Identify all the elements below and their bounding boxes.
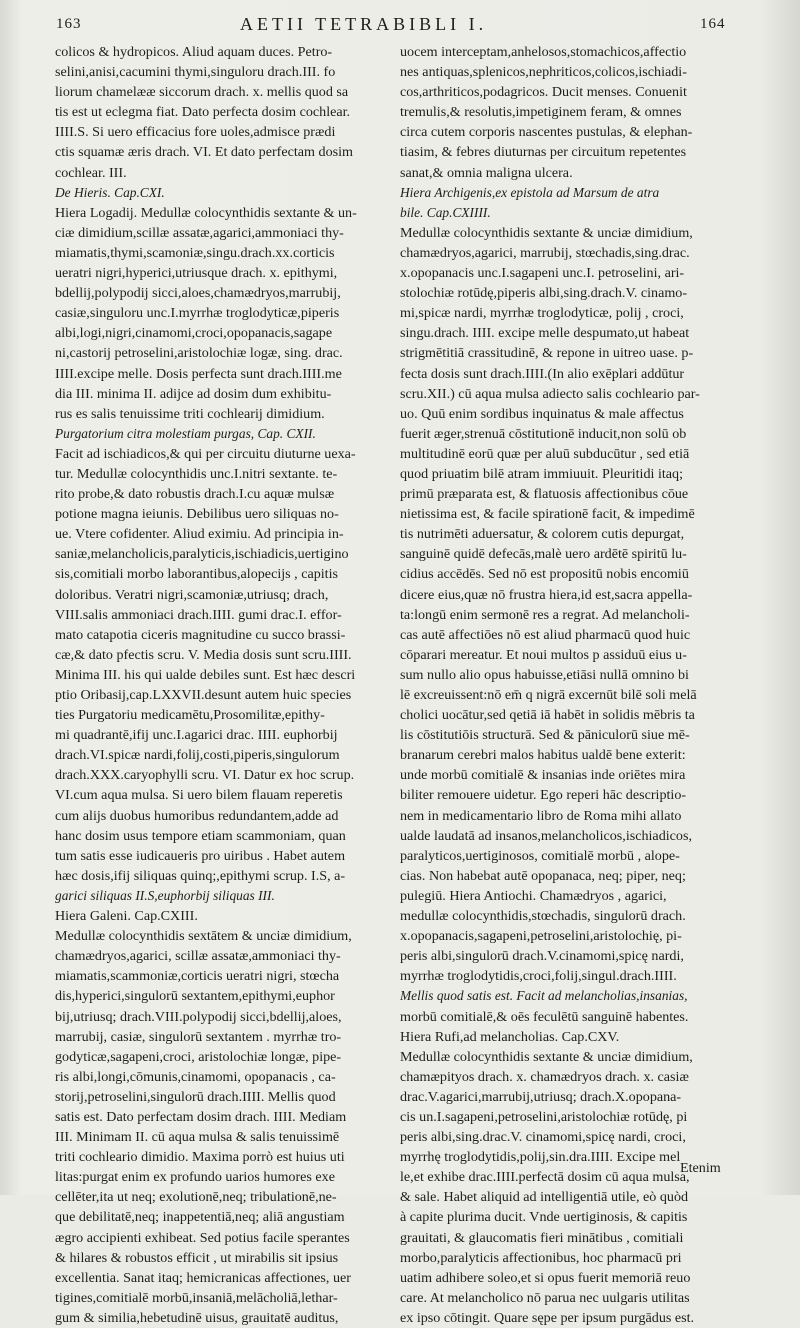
text-line: triti cochleario dimidio. Maxima porrò est huius uti xyxy=(55,1149,345,1166)
text-line: x.opopanacis unc.I.sagapeni unc.I. petroselini, ari- xyxy=(400,265,685,282)
text-line: litas:purgat enim ex profundo uarios humores exe xyxy=(55,1169,335,1186)
text-line: Facit ad ischiadicos,& qui per circuitu diuturne uexa- xyxy=(55,445,356,462)
text-line: mi quadrantē,ifij unc.I.agarici drac. IIII. euphorbij xyxy=(55,727,338,744)
text-line: drac.V.agarici,marrubij,utriusq; drach.X.opopana- xyxy=(400,1088,682,1105)
text-line: potione magna ieiunis. Debilibus uero siliquas no- xyxy=(55,506,339,523)
section-heading: Hiera Archigenis,ex epistola ad Marsum de atra xyxy=(400,184,660,200)
text-line: le,et exhibe drac.IIII.perfectā dosim cū aqua mulsa, xyxy=(400,1169,690,1186)
text-line: selini,anisi,cacumini thymi,singuloru drach.III. fo xyxy=(55,64,336,81)
right-text-column xyxy=(400,42,734,1328)
text-line: dis,hyperici,singulorū sextantem,epithymi,euphor xyxy=(55,988,335,1005)
text-line: uocem interceptam,anhelosos,stomachicos,affectio xyxy=(400,44,687,60)
section-heading: De Hieris. Cap.CXI. xyxy=(55,184,165,200)
text-line: chamædryos,agarici, marrubij, stœchadis,sing.drac. xyxy=(400,244,690,261)
text-line: cas autē affectiōes nō est aliud pharmacū quod huic xyxy=(400,626,691,643)
text-line: marrubij, casiæ, singulorū sextantem . myrrhæ tro- xyxy=(55,1028,342,1045)
text-line: liorum chamelææ siccorum drach. x. mellis quod sa xyxy=(55,84,349,101)
text-line: ties Purgatoriu medicamētu,Prosomilitæ,epithy- xyxy=(55,707,325,724)
text-line: fuerit æger,strenuā cōstitutionē inducit,non solū ob xyxy=(400,425,687,442)
text-line: VI.cum aqua mulsa. Si uero bilem flauam reperetis xyxy=(55,787,343,804)
text-line: drach.XXX.caryophylli scru. VI. Datur ex hoc scrup. xyxy=(55,767,355,784)
text-line: tremulis,& resolutis,impetiginem feram, & omnes xyxy=(400,104,682,121)
text-line: ctis squamæ æris drach. VI. Et dato perfectam dosim xyxy=(55,144,353,161)
text-line: que debilitatē,neq; inappetentiā,neq; aliā angustiam xyxy=(55,1209,345,1226)
text-line: unde morbū comitialē & insanias inde oriētes mira xyxy=(400,767,686,784)
text-line: care. At melancholico nō parua nec uulgaris utilitas xyxy=(400,1289,690,1306)
text-line: biliter remouere uidetur. Ego reperi hāc descriptio- xyxy=(400,787,687,804)
page-header xyxy=(0,14,800,40)
text-line: nietissima est, & facile spirationē facit, & impedimē xyxy=(400,506,695,523)
text-line: multitudinē eorū quæ per aluū subducūtur , sed etiā xyxy=(400,445,690,462)
text-line: ni,castorij petroselini,aristolochiæ logæ, sing. drac. xyxy=(55,345,343,362)
text-line: ciæ dimidium,scillæ assatæ,agarici,ammoniaci thy- xyxy=(55,224,344,241)
text-line: sum nullo alio opus habuisse,etiāsi nullā omnino bi xyxy=(400,666,689,683)
text-line: primū præparata est, & flatuosis affectionibus cōue xyxy=(400,486,689,503)
text-line: colicos & hydropicos. Aliud aquam duces. Petro- xyxy=(55,44,333,60)
text-line: Hiera Logadij. Medullæ colocynthidis sextante & un- xyxy=(55,204,357,221)
section-heading: garici siliquas II.S,euphorbij siliquas III. xyxy=(55,887,275,903)
text-line: excellentia. Sanat itaq; hemicranicas affectiones, uer xyxy=(55,1269,351,1286)
text-line: singu.drach. IIII. excipe melle despumato,ut habeat xyxy=(400,325,690,342)
text-line: cos,arthriticos,podagricos. Ducit menses. Conuenit xyxy=(400,84,687,101)
text-line: sanguinē quidē defecās,malè uero ardētē spiritū lu- xyxy=(400,546,687,563)
text-line: drach.VI.spicæ nardi,folij,costi,piperis,singulorum xyxy=(55,747,340,764)
text-line: myrrhę troglodytidis,polij,sin.dra.IIII. Excipe mel xyxy=(400,1149,681,1166)
text-line: medullæ colocynthidis,stœchadis, singulorū drach. xyxy=(400,908,686,925)
text-line: cholici uocātur,sed qetiā iā habēt in solidis mēbris ta xyxy=(400,707,695,724)
text-line: morbo,paralyticis affectionibus, hoc pharmacū pri xyxy=(400,1249,682,1266)
text-line: tur. Medullæ colocynthidis unc.I.nitri sextante. te- xyxy=(55,465,338,482)
text-line: strigmētitiā crassitudinē, & repone in uitreo uase. p- xyxy=(400,345,694,362)
text-line: mato catapotia ciceris magnitudine cu succo brassi- xyxy=(55,626,346,643)
left-page-number: 163 xyxy=(56,16,82,32)
text-line: Medullæ colocynthidis sextante & unciæ dimidium, xyxy=(400,1048,693,1065)
text-line: casiæ,singuloru unc.I.myrrhæ troglodyticæ,piperis xyxy=(55,305,340,322)
right-page-number: 164 xyxy=(700,16,726,32)
section-heading: Purgatorium citra molestiam purgas, Cap. CXII. xyxy=(55,425,316,441)
text-line: ex ipso cōtingit. Quare sępe per ipsum purgādus est. xyxy=(400,1309,695,1326)
text-line: nes antiquas,splenicos,nephriticos,colicos,ischiadi- xyxy=(400,64,687,81)
text-line: cellēter,ita ut neq; exolutionē,neq; tribulationē,ne- xyxy=(55,1189,337,1206)
text-line: dia III. minima II. adijce ad dosim dum exhibitu- xyxy=(55,385,332,402)
section-heading: Mellis quod satis est. Facit ad melancholias,insanias, xyxy=(400,988,688,1004)
text-line: cōparari mereatur. Et noui multos p assiduū eius u- xyxy=(400,646,687,663)
text-line: IIII.S. Si uero efficacius fore uoles,admisce prædi xyxy=(55,124,336,141)
text-line: rus es salis tenuissime triti cochlearij dimidium. xyxy=(55,405,325,422)
text-line: morbū comitialē,& oēs feculētū sanguinē habentes. xyxy=(400,1008,689,1025)
text-line: hæc dosis,ifij siliquas quinq;,epithymi scrup. I.S, a- xyxy=(55,867,346,884)
text-line: grauitati, & glaucomatis fieri minātibus , comitiali xyxy=(400,1229,684,1246)
text-line: & sale. Habet aliquid ad intelligentiā utile, eò quòd xyxy=(400,1189,689,1206)
text-line: sanat,& omnia maligna ulcera. xyxy=(400,164,573,181)
text-line: cis un.I.sagapeni,petroselini,aristolochiæ rotūdę, pi xyxy=(400,1108,688,1125)
text-line: storij,petroselini,singulorū drach.IIII. Mellis quod xyxy=(55,1088,336,1105)
text-line: & hilares & robustos efficit , ut mirabilis sit ipsius xyxy=(55,1249,339,1266)
text-line: ue. Vtere cofidenter. Aliud eximiu. Ad principia in- xyxy=(55,526,344,543)
text-line: Medullæ colocynthidis sextante & unciæ dimidium, xyxy=(400,224,693,241)
text-line: rito probe,& dato robustis drach.I.cu aquæ mulsæ xyxy=(55,486,335,503)
text-line: cochlear. III. xyxy=(55,164,127,181)
text-line: ueratri nigri,hyperici,utriusque drach. x. epithymi, xyxy=(55,265,338,282)
text-line: à capite plurima ducit. Vnde uertiginosis, & capitis xyxy=(400,1209,688,1226)
text-line: gum & similia,hebetudinē uisus, grauitatē auditus, xyxy=(55,1309,339,1326)
section-heading: bile. Cap.CXIIII. xyxy=(400,204,491,220)
running-title: AETII TETRABIBLI I. xyxy=(240,14,488,34)
text-line: satis est. Dato perfectam dosim drach. IIII. Mediam xyxy=(55,1108,347,1125)
text-line: fecta dosis sunt drach.IIII.(In alio exēplari addūtur xyxy=(400,365,685,382)
text-line: III. Minimam II. cū aqua mulsa & salis tenuissimē xyxy=(55,1129,340,1146)
text-line: doloribus. Veratri nigri,scamoniæ,utriusq; drach, xyxy=(55,586,329,603)
text-line: ris albi,longi,cōmunis,cinamomi, opopanacis , ca- xyxy=(55,1068,336,1085)
text-line: miamatis,thymi,scamoniæ,singu.drach.xx.corticis xyxy=(55,244,335,261)
text-line: godyticæ,sagapeni,croci, aristolochiæ longæ, pipe- xyxy=(55,1048,342,1065)
left-text-column xyxy=(55,42,373,1328)
text-line: ualde laudatā ad insanos,melancholicos,ischiadicos, xyxy=(400,827,692,844)
text-line: cidius accēdēs. Sed nō est propositū nobis encomiū xyxy=(400,566,689,583)
text-line: IIII.excipe melle. Dosis perfecta sunt drach.IIII.me xyxy=(55,365,342,382)
text-line: cæ,& dato pfectis scru. V. Media dosis sunt scru.IIII. xyxy=(55,646,352,663)
text-line: quod priuatim bilē atram immiuuit. Pleuritidi itaq; xyxy=(400,465,684,482)
text-line: pulegiū. Hiera Antiochi. Chamædryos , agarici, xyxy=(400,887,667,904)
text-line: ægro accipienti exhibeat. Sed potius facile sperantes xyxy=(55,1229,350,1246)
text-line: ta:longū enim sermonē res a regrat. Ad melancholi- xyxy=(400,606,690,623)
text-line: dicere eius,quæ nō frustra hiera,id est,sacra appella- xyxy=(400,586,693,603)
text-line: bij,utriusq; drach.VIII.polypodij sicci,bdellij,aloes, xyxy=(55,1008,342,1025)
text-line: Hiera Rufi,ad melancholias. Cap.CXV. xyxy=(400,1028,620,1045)
text-line: cias. Non habebat autē opopanaca, neq; piper, neq; xyxy=(400,867,686,884)
text-line: stolochiæ rotūdę,piperis albi,sing.drach.V. cinamo- xyxy=(400,285,688,302)
text-line: Medullæ colocynthidis sextātem & unciæ dimidium, xyxy=(55,928,352,945)
text-line: Hiera Galeni. Cap.CXIII. xyxy=(55,908,198,925)
text-line: mi,spicæ nardi, myrrhæ troglodyticæ, polij , croci, xyxy=(400,305,684,322)
text-line: chamæpityos drach. x. chamædryos drach. x. casiæ xyxy=(400,1068,689,1085)
text-line: ptio Oribasij,cap.LXXVII.desunt autem huic species xyxy=(55,687,352,703)
text-line: uatim adhibere soleo,et si opus fuerit memoriā reuo xyxy=(400,1269,691,1286)
text-line: tiasim, & febres diuturnas per circuitum repetentes xyxy=(400,144,687,161)
text-line: tum satis esse iudicaueris pro uiribus . Habet autem xyxy=(55,847,346,864)
text-line: miamatis,scammoniæ,corticis ueratri nigri, stœcha xyxy=(55,968,340,985)
text-line: nem in medicamentario libro de Roma mihi allato xyxy=(400,807,682,824)
text-line: lis cōstitutiōis structurā. Sed & pāniculorū siue mē- xyxy=(400,727,690,744)
text-line: hanc dosim usus tempore etiam scammoniam, quan xyxy=(55,827,346,844)
text-line: albi,logi,nigri,cinamomi,croci,opopanacis,sagape xyxy=(55,325,333,342)
text-line: tigines,comitialē morbū,insaniā,melācholiā,lethar- xyxy=(55,1289,338,1306)
text-line: sis,comitiali morbo laborantibus,alopecijs , capitis xyxy=(55,566,338,583)
text-line: bdellij,polypodij sicci,aloes,chamædryos,marrubij, xyxy=(55,285,341,302)
text-line: peris albi,sing.drac.V. cinamomi,spicę nardi, croci, xyxy=(400,1129,686,1146)
text-line: chamædryos,agarici, scillæ assatæ,ammoniaci thy- xyxy=(55,948,341,965)
catchword: Etenim xyxy=(680,1160,721,1176)
text-line: x.opopanacis,sagapeni,petroselini,aristolochię, pi- xyxy=(400,928,682,945)
text-line: lē excreuissent:nō em̄ q nigrā excernūt bilē soli melā xyxy=(400,687,697,703)
text-line: cum alijs duobus humoribus redundantem,adde ad xyxy=(55,807,339,824)
text-line: tis est ut eclegma fiat. Dato perfecta dosim cochlear. xyxy=(55,104,351,121)
text-line: tis nutrimēti aduersatur, & colorem cutis depurgat, xyxy=(400,526,685,543)
text-line: Minima III. his qui ualde debiles sunt. Est hæc descri xyxy=(55,666,356,683)
text-line: VIII.salis ammoniaci drach.IIII. gumi drac.I. effor- xyxy=(55,606,342,623)
text-line: saniæ,melancholicis,paralyticis,ischiadicis,uertigino xyxy=(55,546,349,563)
text-line: paralyticos,uertiginosos, comitialē morbū , alope- xyxy=(400,847,680,864)
text-line: myrrhæ troglodytidis,croci,folij,singul.drach.IIII. xyxy=(400,968,677,985)
text-line: peris albi,singulorū drach.V.cinamomi,spicę nardi, xyxy=(400,948,684,965)
text-line: scru.XII.) cū aqua mulsa adiecto salis cochleario par- xyxy=(400,385,700,402)
text-line: circa cutem corporis nascentes pustulas, & elephan- xyxy=(400,124,693,141)
text-line: branarum cerebri malos habitus ualdē bene exterit: xyxy=(400,747,686,764)
text-line: uo. Quū enim sordibus inquinatus & male affectus xyxy=(400,405,684,422)
